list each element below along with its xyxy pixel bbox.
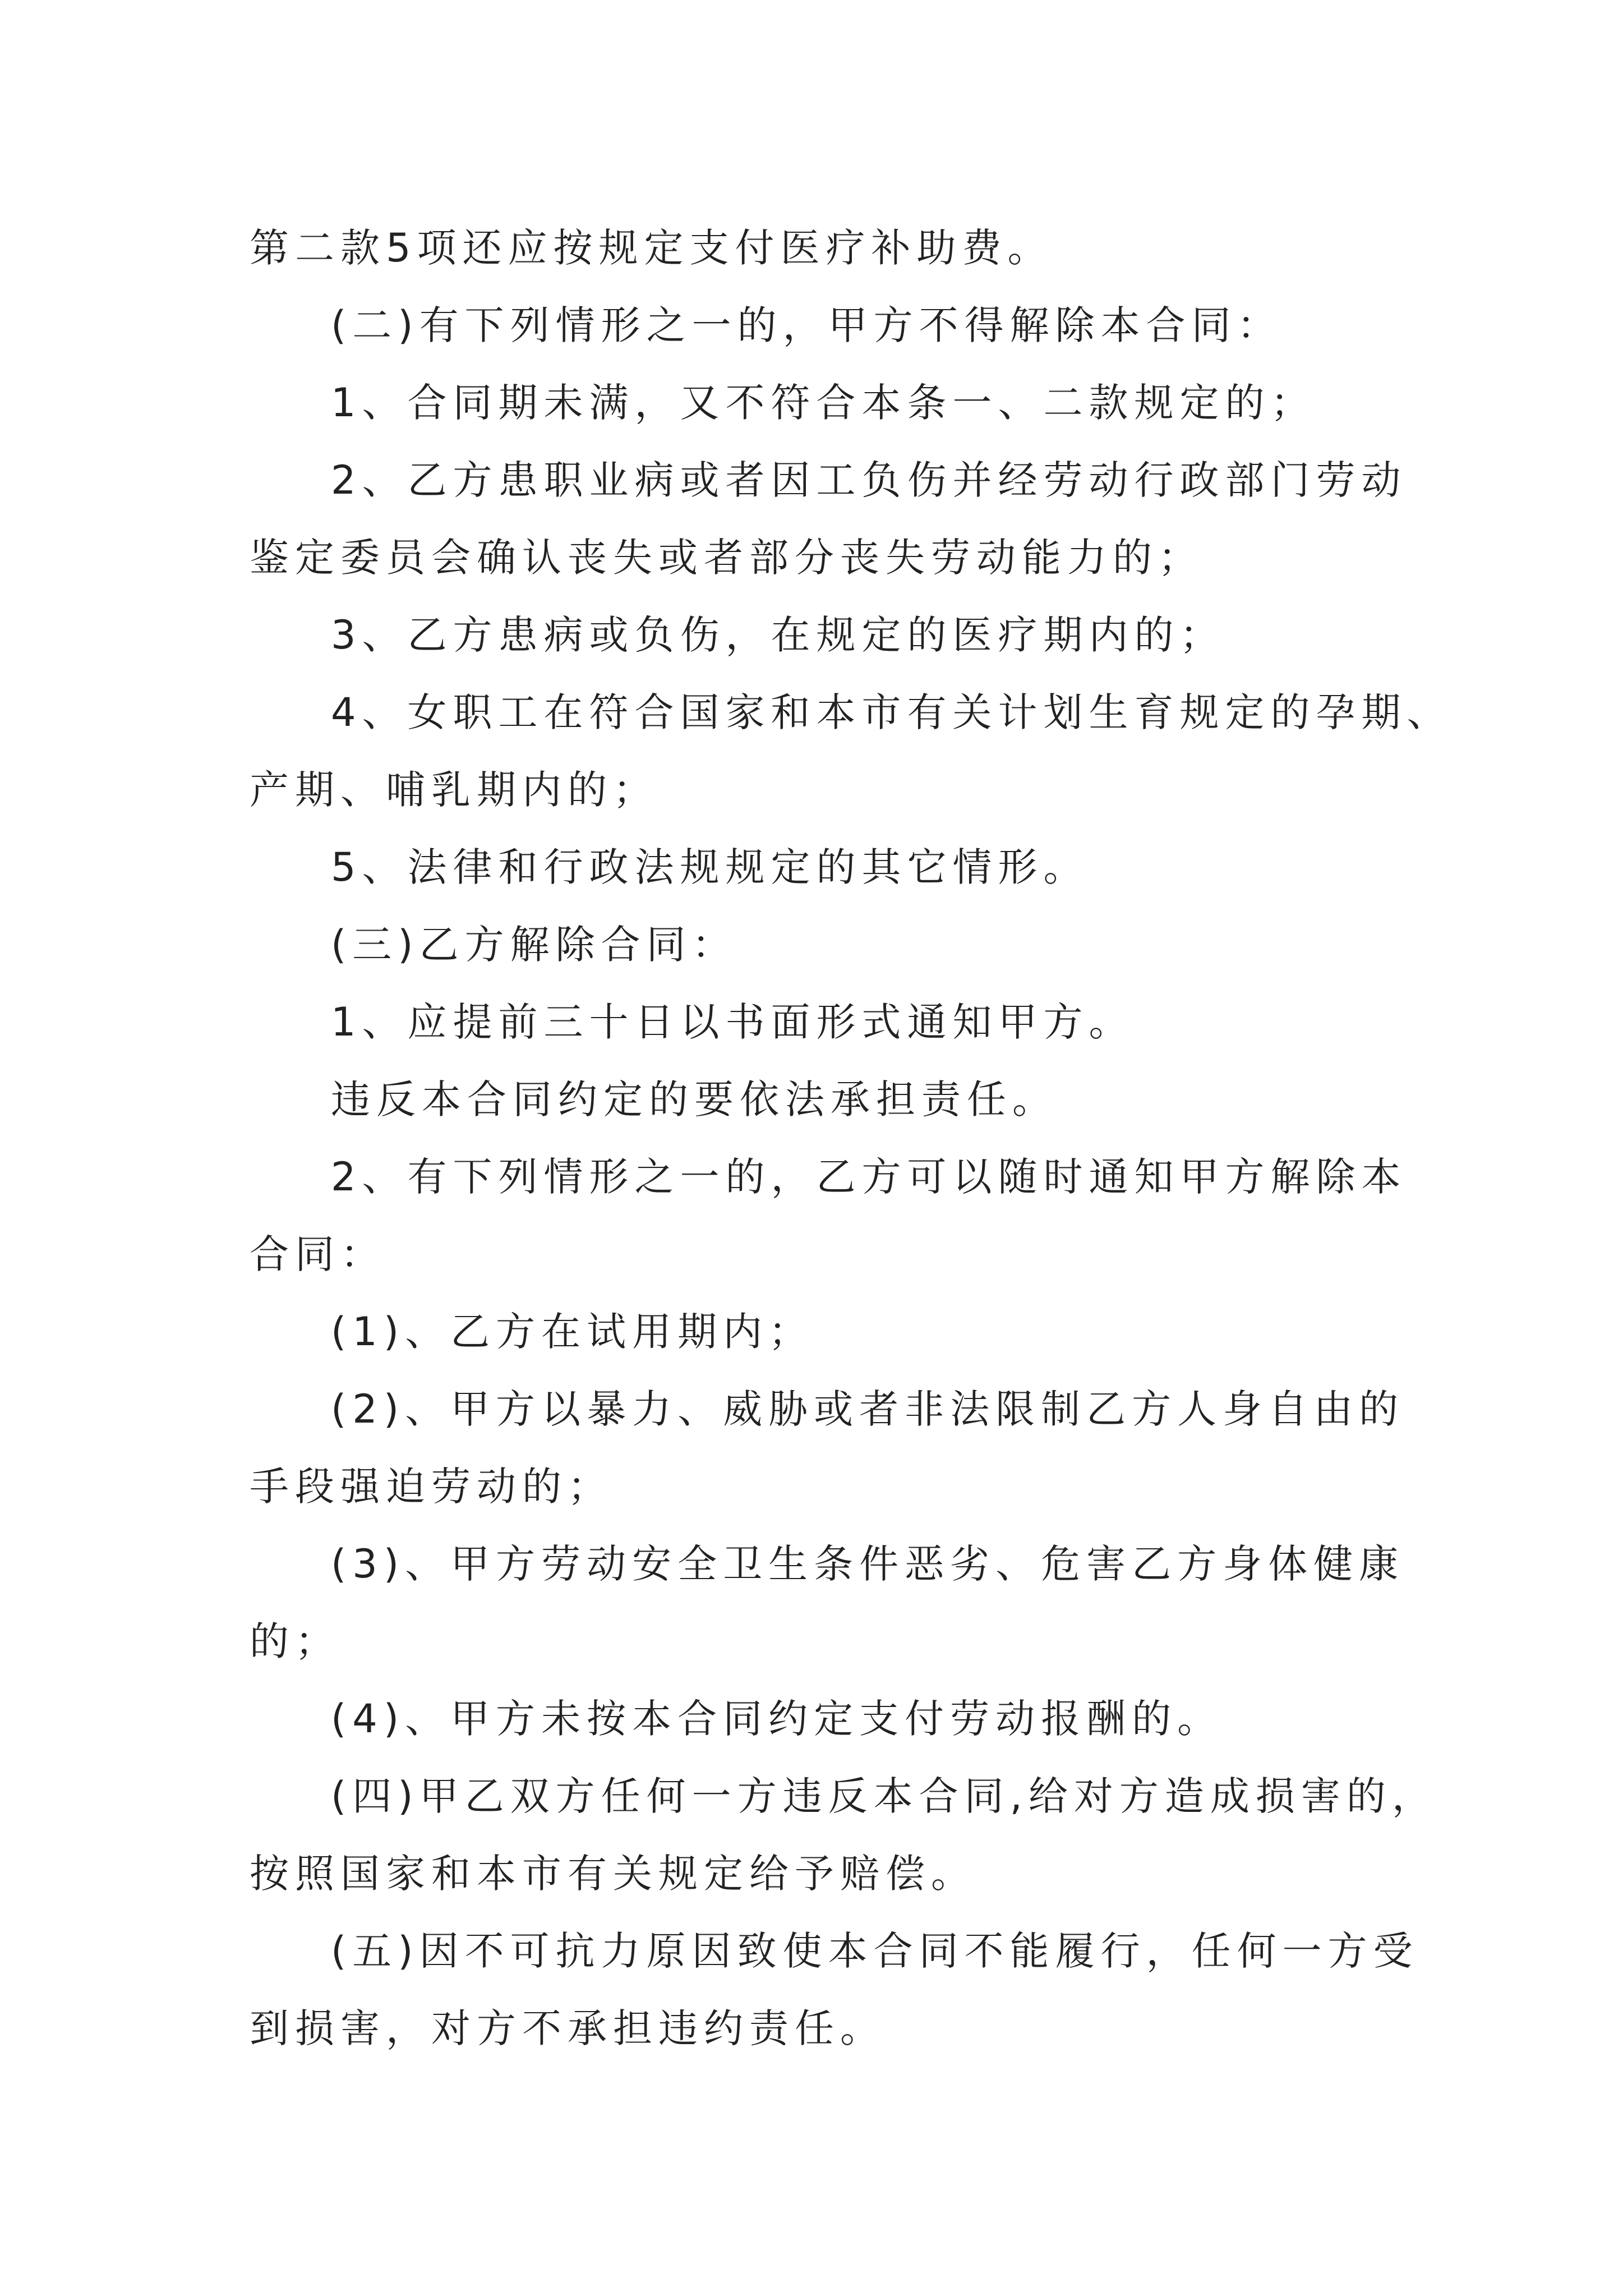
text-line: 1、合同期未满，又不符合本条一、二款规定的；: [331, 380, 1316, 426]
text-line: (三)乙方解除合同：: [331, 922, 737, 968]
text-line: (二)有下列情形之一的，甲方不得解除本合同：: [331, 302, 1283, 348]
text-line: 2、有下列情形之一的，乙方可以随时通知甲方解除本: [331, 1154, 1407, 1200]
text-line: 合同：: [250, 1231, 386, 1277]
text-line: 违反本合同约定的要依法承担责任。: [331, 1076, 1058, 1122]
text-line: 5、法律和行政法规规定的其它情形。: [331, 844, 1089, 890]
text-line: 按照国家和本市有关规定给予赔偿。: [250, 1851, 976, 1897]
text-line: 到损害，对方不承担违约责任。: [250, 2005, 886, 2051]
text-line: 的；: [250, 1618, 340, 1664]
text-line: (四)甲乙双方任何一方违反本合同,给对方造成损害的，: [331, 1773, 1437, 1819]
text-line: 手段强迫劳动的；: [250, 1464, 613, 1510]
text-line: 第二款5项还应按规定支付医疗补助费。: [250, 225, 1053, 271]
text-line: 3、乙方患病或负伤，在规定的医疗期内的；: [331, 612, 1225, 658]
text-line: (五)因不可抗力原因致使本合同不能履行，任何一方受: [331, 1928, 1419, 1974]
text-line: (1)、乙方在试用期内；: [331, 1309, 814, 1355]
text-line: 4、女职工在符合国家和本市有关计划生育规定的孕期、: [331, 689, 1453, 735]
text-line: (2)、甲方以暴力、威胁或者非法限制乙方人身自由的: [331, 1386, 1405, 1432]
text-line: 2、乙方患职业病或者因工负伤并经劳动行政部门劳动: [331, 457, 1407, 503]
text-line: (4)、甲方未按本合同约定支付劳动报酬的。: [331, 1696, 1223, 1742]
text-line: 1、应提前三十日以书面形式通知甲方。: [331, 999, 1135, 1045]
text-line: 产期、哺乳期内的；: [250, 767, 658, 813]
text-line: 鉴定委员会确认丧失或者部分丧失劳动能力的；: [250, 535, 1204, 581]
text-line: (3)、甲方劳动安全卫生条件恶劣、危害乙方身体健康: [331, 1541, 1405, 1587]
